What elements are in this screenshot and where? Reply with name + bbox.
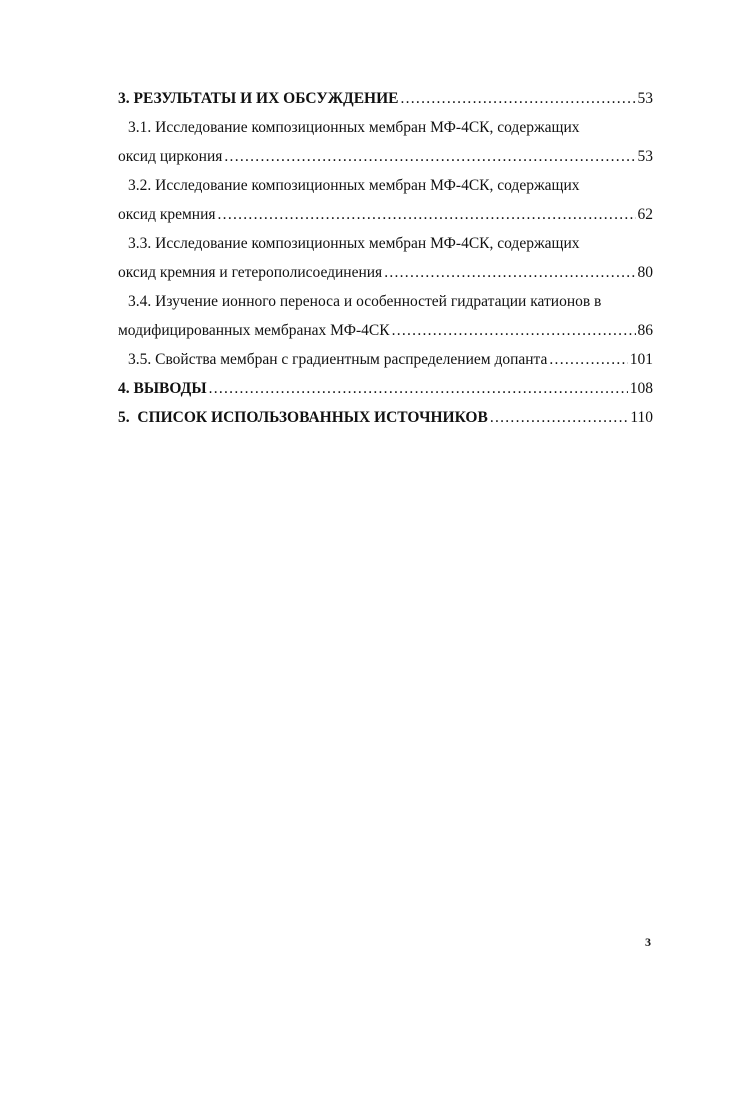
toc-entry-title: 4. ВЫВОДЫ xyxy=(118,380,207,397)
toc-entry-3-5 xyxy=(118,345,653,374)
dot-leader xyxy=(400,84,635,113)
toc-entry-3-3-line1 xyxy=(118,229,653,258)
toc-entry-page: 110 xyxy=(630,409,653,426)
toc-entry-3-2-line1 xyxy=(118,171,653,200)
toc-entry-page: 86 xyxy=(637,322,653,339)
dot-leader xyxy=(392,316,636,345)
toc-entry-title: 3.5. Свойства мембран с градиентным распределением допанта xyxy=(128,351,548,368)
toc-entry-5 xyxy=(118,403,653,432)
toc-entry-title: 3.3. Исследование композиционных мембран МФ-4СК, содержащих xyxy=(128,235,580,252)
toc-entry-3-4-line2 xyxy=(118,316,653,345)
page-number: 3 xyxy=(645,935,651,949)
toc-entry-3-4-line1 xyxy=(118,287,653,316)
toc-entry-title: 3.4. Изучение ионного переноса и особенностей гидратации катионов в xyxy=(128,293,602,310)
toc-entry-title: 5. СПИСОК ИСПОЛЬЗОВАННЫХ ИСТОЧНИКОВ xyxy=(118,409,488,426)
toc-entry-title-cont: модифицированных мембранах МФ-4СК xyxy=(118,322,390,339)
toc-entry-3-1-line1 xyxy=(118,113,653,142)
dot-leader xyxy=(209,374,628,403)
dot-leader xyxy=(218,200,636,229)
table-of-contents xyxy=(118,84,653,432)
toc-entry-page: 80 xyxy=(637,264,653,281)
toc-entry-page: 108 xyxy=(629,380,653,397)
toc-entry-page: 101 xyxy=(629,351,653,368)
toc-entry-3-1-line2 xyxy=(118,142,653,171)
dot-leader xyxy=(490,403,628,432)
toc-entry-title: 3.2. Исследование композиционных мембран МФ-4СК, содержащих xyxy=(128,177,580,194)
dot-leader xyxy=(384,258,635,287)
toc-entry-page: 53 xyxy=(637,148,653,165)
toc-entry-title-cont: оксид циркония xyxy=(118,148,223,165)
toc-entry-3-2-line2 xyxy=(118,200,653,229)
toc-entry-title-cont: оксид кремния и гетерополисоединения xyxy=(118,264,383,281)
toc-entry-3-3-line2 xyxy=(118,258,653,287)
toc-entry-title-cont: оксид кремния xyxy=(118,206,216,223)
toc-entry-3 xyxy=(118,84,653,113)
dot-leader xyxy=(549,345,627,374)
toc-entry-page: 62 xyxy=(637,206,653,223)
toc-entry-title: 3.1. Исследование композиционных мембран МФ-4СК, содержащих xyxy=(128,119,580,136)
dot-leader xyxy=(224,142,635,171)
toc-entry-page: 53 xyxy=(637,90,653,107)
toc-entry-title: 3. РЕЗУЛЬТАТЫ И ИХ ОБСУЖДЕНИЕ xyxy=(118,90,399,107)
toc-entry-4 xyxy=(118,374,653,403)
